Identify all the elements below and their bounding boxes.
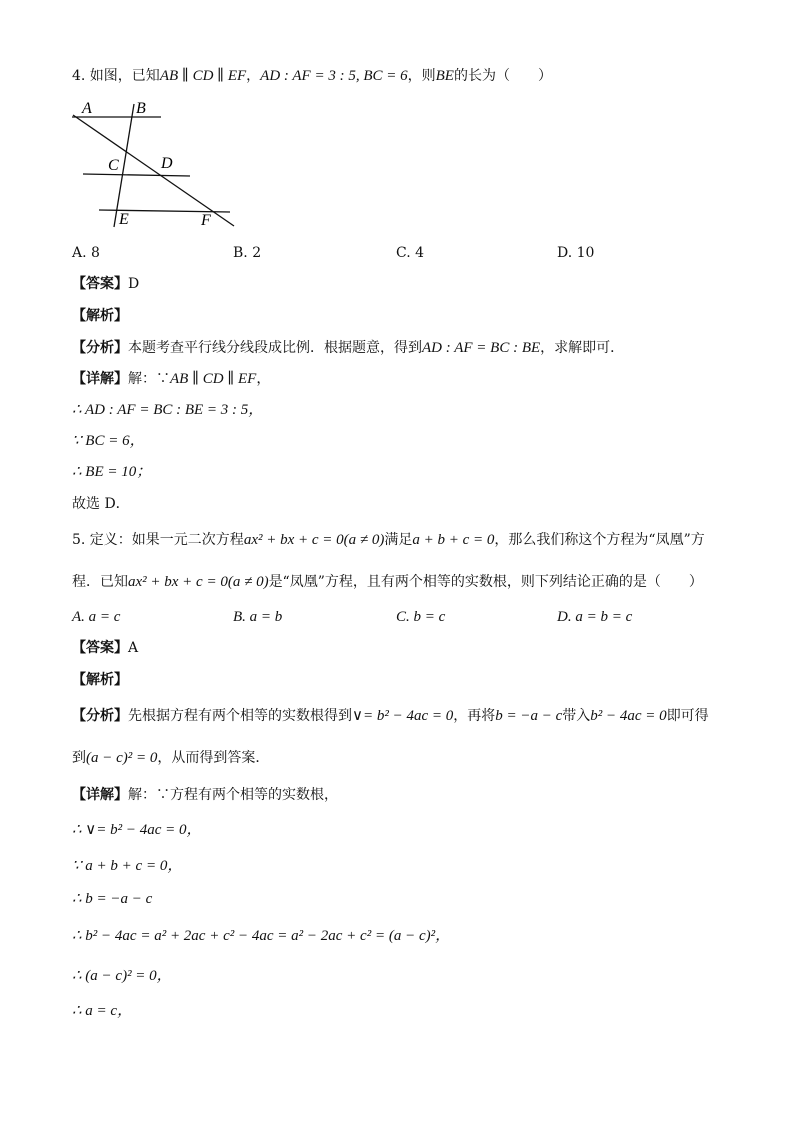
q4-detail [72,369,270,389]
q4-geometry-figure [68,97,244,233]
q5-line1-equation: ax² + bx + c = 0(a ≠ 0) [243,532,385,548]
q5-fenxi-math-2: b = −a − c [495,708,563,724]
q5-fenxi2-text-a: 到 [72,750,86,766]
label-d: D [161,155,173,172]
q5-fenxi-math-1: ∨= b² − 4ac = 0 [352,708,454,724]
q4-answer-value: D [128,276,140,292]
q4-fenxi-math: AD : AF = BC : BE [422,340,541,356]
q4-option-b: B. 2 [233,245,262,261]
q5-step-3: ∴ b = −a − c [72,891,153,907]
q5-detail-tag: 【详解】 [72,787,128,803]
q5-line1-text-a: 5. 定义：如果一元二次方程 [72,532,244,548]
q4-stem-suffix: 的长为（ ） [453,68,552,84]
q4-fenxi-text-a: 本题考查平行线分线段成比例．根据题意，得到 [128,340,422,356]
q5-step-5: ∴ (a − c)² = 0， [72,968,172,984]
q5-fenxi-tag: 【分析】 [72,708,128,724]
q4-detail-text: 解：∵ [128,371,170,387]
label-f: F [201,212,211,229]
q5-fenxi-math-3: b² − 4ac = 0 [590,708,667,724]
q5-stem-line-1 [72,530,705,550]
q5-fenxi-line-2 [72,748,269,768]
q5-option-a: A. a = c [72,609,121,625]
transversal-adf [73,115,234,226]
q5-stem-line-2 [72,572,703,592]
q4-step-2: ∵ BC = 6， [72,433,145,449]
label-e: E [119,211,129,228]
q4-fenxi-tag: 【分析】 [72,340,128,356]
q4-option-d: D. 10 [557,245,595,261]
q4-detail-end: ， [256,371,271,387]
q4-answer [72,274,139,294]
q4-answer-tag: 【答案】 [72,276,128,292]
q5-fenxi-text-a: 先根据方程有两个相等的实数根得到 [128,708,352,724]
q5-answer-value: A [128,640,139,656]
label-b: B [136,100,146,117]
q5-line2-text-a: 程．已知 [72,574,128,590]
q5-detail [72,785,338,805]
q4-stem-be: BE [435,68,454,84]
q5-fenxi2-math: (a − c)² = 0 [86,750,158,766]
q4-detail-tag: 【详解】 [72,371,128,387]
q5-answer-tag: 【答案】 [72,640,128,656]
line-cd [83,174,190,176]
q5-line1-condition: a + b + c = 0 [412,532,495,548]
q4-fenxi [72,338,624,358]
label-c: C [108,157,119,174]
q5-option-b: B. a = b [233,609,283,625]
q4-stem-prefix: 4. 如图，已知 [72,68,160,84]
q5-step-4: ∴ b² − 4ac = a² + 2ac + c² − 4ac = a² − 2ac + c² = (a − c)²， [72,928,451,944]
q5-line2-equation: ax² + bx + c = 0(a ≠ 0) [128,574,269,590]
q5-fenxi2-text-b: ，从而得到答案． [157,750,270,766]
q4-stem-then: ，则 [407,68,436,84]
q5-analysis-tag: 【解析】 [72,672,128,688]
q5-answer [72,638,138,658]
q5-detail-text: 解：∵方程有两个相等的实数根， [128,787,338,803]
q5-option-d: D. a = b = c [557,609,633,625]
label-a: A [82,100,92,117]
q4-stem-ratio: AD : AF = 3 : 5, BC = 6 [260,68,408,84]
q5-line2-text-b: 是“凤凰”方程，且有两个相等的实数根，则下列结论正确的是（ ） [268,574,703,590]
q4-analysis-tag: 【解析】 [72,308,128,324]
q5-line1-text-c: ，那么我们称这个方程为“凤凰”方 [494,532,705,548]
q5-fenxi-line-1 [72,706,709,726]
q4-step-1: ∴ AD : AF = BC : BE = 3 : 5， [72,402,264,418]
q4-option-c: C. 4 [396,245,425,261]
q4-stem-sep: ， [246,68,261,84]
q4-stem-condition: AB ∥ CD ∥ EF [159,68,247,84]
q5-fenxi-text-c: 带入 [562,708,591,724]
q4-option-a: A. 8 [72,245,100,261]
q5-option-c: C. b = c [396,609,446,625]
q4-conclusion: 故选 D． [72,496,130,512]
q4-detail-math: AB ∥ CD ∥ EF [170,371,257,387]
q5-fenxi-text-b: ，再将 [453,708,496,724]
q5-step-2: ∵ a + b + c = 0， [72,858,183,874]
q5-line1-text-b: 满足 [384,532,413,548]
q5-fenxi-text-d: 即可得 [666,708,709,724]
q4-stem [72,66,552,86]
q4-step-3: ∴ BE = 10； [72,464,152,480]
q4-fenxi-text-b: ，求解即可． [540,340,625,356]
q5-step-6: ∴ a = c， [72,1003,133,1019]
q5-step-1: ∴ ∨= b² − 4ac = 0， [72,822,202,838]
